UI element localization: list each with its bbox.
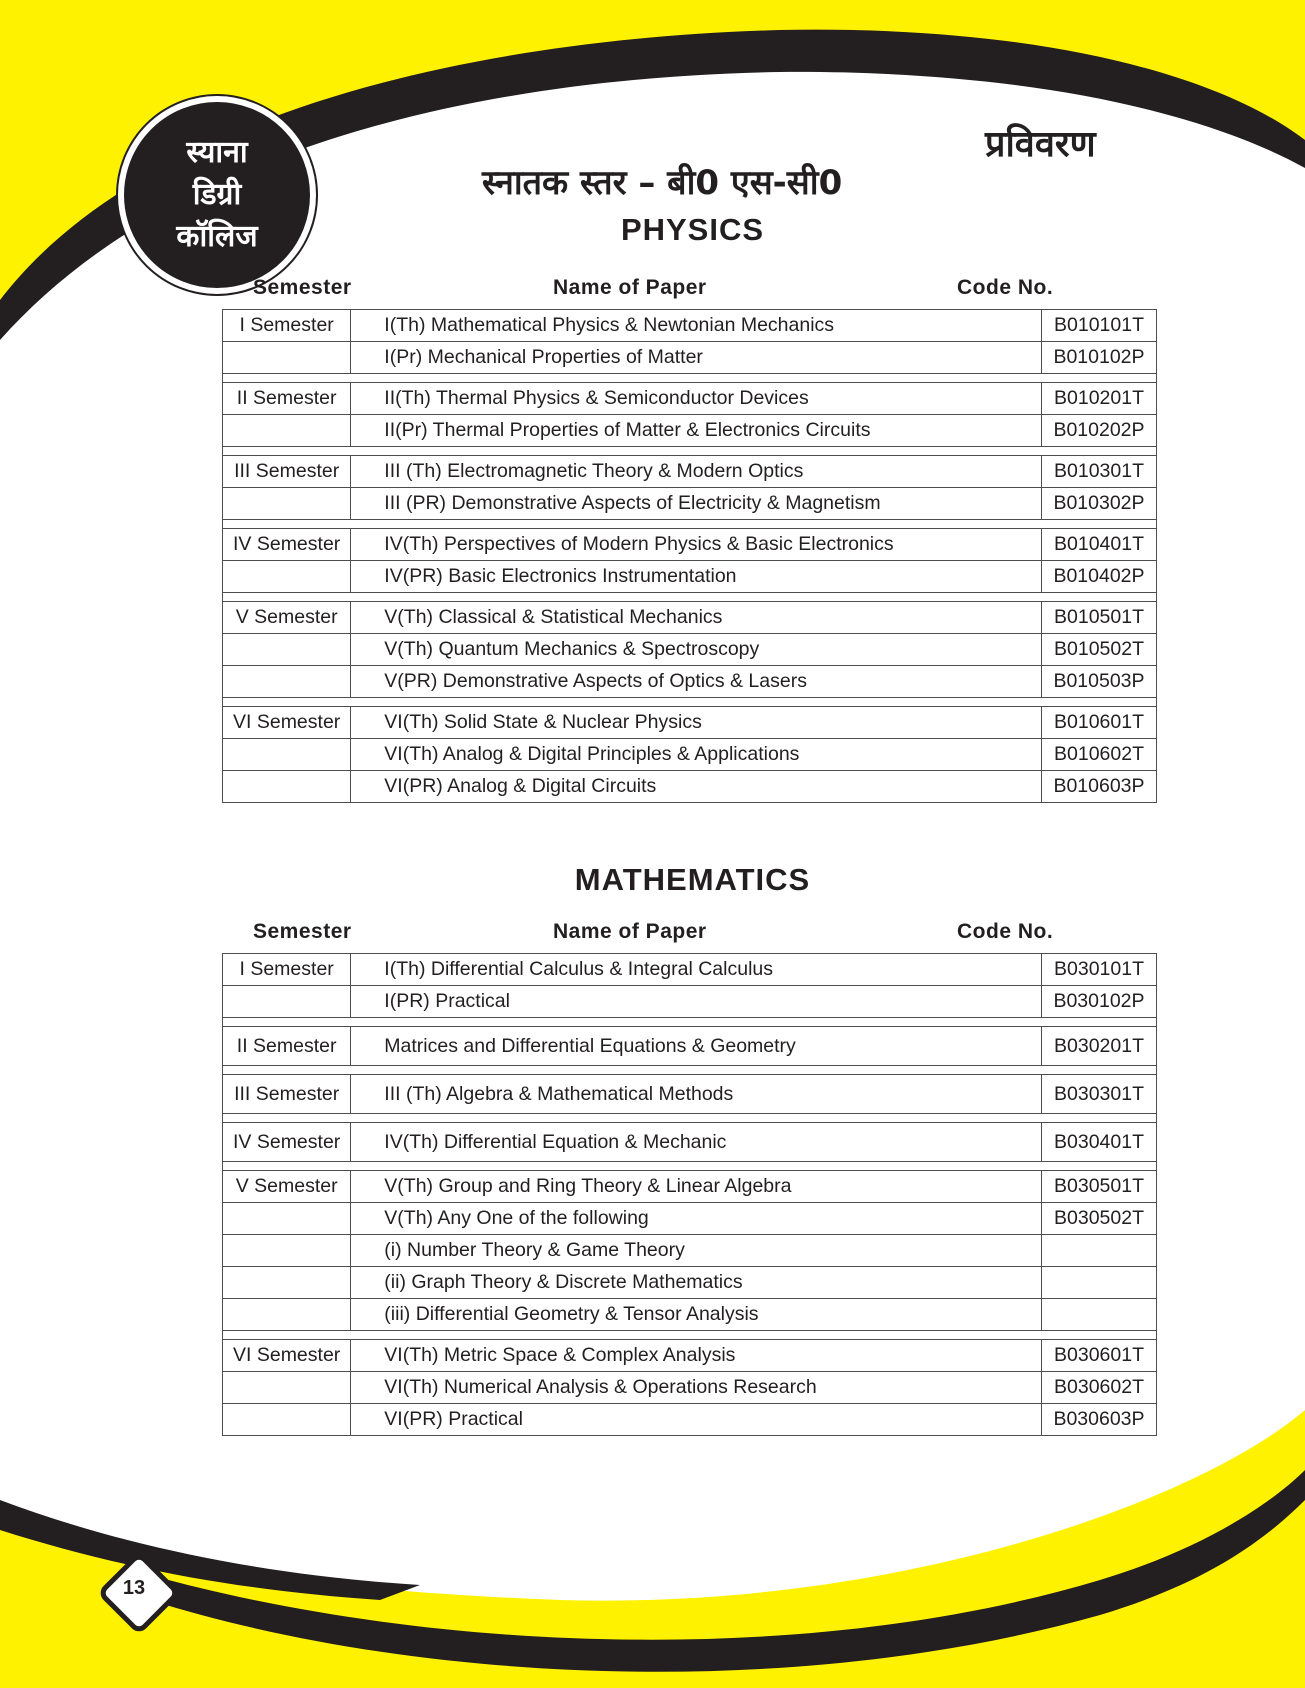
semester-cell: I Semester (223, 954, 351, 986)
semester-separator (223, 447, 1157, 456)
paper-code-cell: B010301T (1042, 456, 1157, 488)
table-row (223, 310, 1157, 342)
paper-name-cell: V(Th) Classical & Statistical Mechanics (351, 602, 1042, 634)
paper-code-cell: B010602T (1042, 739, 1157, 771)
paper-code-cell: B010601T (1042, 707, 1157, 739)
paper-code-cell (1042, 1267, 1157, 1299)
table-row (223, 561, 1157, 593)
physics-title: PHYSICS (620, 212, 765, 247)
semester-cell (223, 1267, 351, 1299)
semester-cell: III Semester (223, 1075, 351, 1114)
separator-cell (223, 447, 1157, 456)
paper-name-cell: VI(PR) Practical (351, 1404, 1042, 1436)
semester-separator (223, 1331, 1157, 1340)
semester-cell: IV Semester (223, 1123, 351, 1162)
mathematics-title: MATHEMATICS (574, 862, 811, 897)
paper-name-cell: III (PR) Demonstrative Aspects of Electricity & Magnetism (351, 488, 1042, 520)
math-semester-header: Semester (253, 920, 352, 943)
paper-code-cell: B010302P (1042, 488, 1157, 520)
semester-cell: II Semester (223, 383, 351, 415)
physics-name-header: Name of Paper (553, 276, 707, 299)
table-row (223, 1075, 1157, 1114)
paper-code-cell: B010503P (1042, 666, 1157, 698)
semester-separator (223, 698, 1157, 707)
semester-cell: VI Semester (223, 707, 351, 739)
logo-line-2: डिग्री (192, 177, 242, 212)
semester-cell: V Semester (223, 602, 351, 634)
paper-code-cell: B010603P (1042, 771, 1157, 803)
table-row (223, 456, 1157, 488)
paper-name-cell: II(Pr) Thermal Properties of Matter & Electronics Circuits (351, 415, 1042, 447)
paper-name-cell: (ii) Graph Theory & Discrete Mathematics (351, 1267, 1042, 1299)
paper-code-cell (1042, 1235, 1157, 1267)
table-row (223, 954, 1157, 986)
semester-cell (223, 666, 351, 698)
paper-name-cell: V(Th) Quantum Mechanics & Spectroscopy (351, 634, 1042, 666)
paper-name-cell: VI(Th) Numerical Analysis & Operations Research (351, 1372, 1042, 1404)
paper-code-cell: B010201T (1042, 383, 1157, 415)
logo-line-3: कॉलिज (176, 219, 258, 254)
page-title: प्रविवरण (985, 124, 1096, 165)
separator-cell (223, 1162, 1157, 1171)
math-name-header: Name of Paper (553, 920, 707, 943)
paper-name-cell: I(Th) Mathematical Physics & Newtonian Mechanics (351, 310, 1042, 342)
mathematics-syllabus-table (222, 953, 1157, 1436)
paper-name-cell: VI(Th) Metric Space & Complex Analysis (351, 1340, 1042, 1372)
separator-cell (223, 1066, 1157, 1075)
semester-cell (223, 1404, 351, 1436)
separator-cell (223, 520, 1157, 529)
paper-code-cell: B030502T (1042, 1203, 1157, 1235)
table-row (223, 529, 1157, 561)
paper-code-cell: B010402P (1042, 561, 1157, 593)
table-row (223, 342, 1157, 374)
table-row (223, 415, 1157, 447)
paper-code-cell: B030301T (1042, 1075, 1157, 1114)
paper-code-cell: B030603P (1042, 1404, 1157, 1436)
paper-name-cell: (iii) Differential Geometry & Tensor Analysis (351, 1299, 1042, 1331)
paper-name-cell: II(Th) Thermal Physics & Semiconductor Devices (351, 383, 1042, 415)
paper-code-cell: B010202P (1042, 415, 1157, 447)
physics-syllabus-table (222, 309, 1157, 803)
separator-cell (223, 698, 1157, 707)
semester-cell: III Semester (223, 456, 351, 488)
semester-separator (223, 1162, 1157, 1171)
course-title: स्नातक स्तर – बी0 एस-सी0 (482, 163, 843, 203)
paper-name-cell: VI(Th) Solid State & Nuclear Physics (351, 707, 1042, 739)
paper-name-cell: IV(PR) Basic Electronics Instrumentation (351, 561, 1042, 593)
separator-cell (223, 1018, 1157, 1027)
paper-code-cell: B010101T (1042, 310, 1157, 342)
paper-code-cell: B030201T (1042, 1027, 1157, 1066)
semester-cell (223, 561, 351, 593)
semester-cell: IV Semester (223, 529, 351, 561)
table-row (223, 666, 1157, 698)
semester-cell (223, 1372, 351, 1404)
semester-cell (223, 1235, 351, 1267)
paper-name-cell: III (Th) Electromagnetic Theory & Modern Optics (351, 456, 1042, 488)
paper-code-cell: B010501T (1042, 602, 1157, 634)
semester-cell (223, 1203, 351, 1235)
semester-cell (223, 342, 351, 374)
semester-separator (223, 520, 1157, 529)
table-row (223, 739, 1157, 771)
semester-cell: VI Semester (223, 1340, 351, 1372)
semester-cell (223, 1299, 351, 1331)
table-row (223, 383, 1157, 415)
table-row (223, 1372, 1157, 1404)
semester-cell (223, 771, 351, 803)
paper-name-cell: I(PR) Practical (351, 986, 1042, 1018)
paper-name-cell: III (Th) Algebra & Mathematical Methods (351, 1075, 1042, 1114)
paper-code-cell (1042, 1299, 1157, 1331)
paper-name-cell: VI(PR) Analog & Digital Circuits (351, 771, 1042, 803)
separator-cell (223, 374, 1157, 383)
paper-code-cell: B010102P (1042, 342, 1157, 374)
paper-name-cell: V(Th) Group and Ring Theory & Linear Algebra (351, 1171, 1042, 1203)
paper-code-cell: B030102P (1042, 986, 1157, 1018)
table-row (223, 488, 1157, 520)
paper-name-cell: V(Th) Any One of the following (351, 1203, 1042, 1235)
semester-cell: V Semester (223, 1171, 351, 1203)
table-row (223, 1267, 1157, 1299)
math-code-header: Code No. (957, 920, 1054, 943)
table-row (223, 602, 1157, 634)
table-row (223, 707, 1157, 739)
table-row (223, 1203, 1157, 1235)
page-number: 13 (122, 1577, 146, 1599)
table-row (223, 1299, 1157, 1331)
semester-separator (223, 1018, 1157, 1027)
semester-cell: II Semester (223, 1027, 351, 1066)
semester-cell (223, 415, 351, 447)
semester-cell (223, 739, 351, 771)
semester-separator (223, 1114, 1157, 1123)
table-row (223, 1235, 1157, 1267)
paper-code-cell: B010401T (1042, 529, 1157, 561)
semester-separator (223, 374, 1157, 383)
paper-code-cell: B030602T (1042, 1372, 1157, 1404)
paper-code-cell: B030401T (1042, 1123, 1157, 1162)
table-row (223, 634, 1157, 666)
table-row (223, 986, 1157, 1018)
paper-name-cell: V(PR) Demonstrative Aspects of Optics & Lasers (351, 666, 1042, 698)
table-row (223, 1340, 1157, 1372)
semester-cell (223, 986, 351, 1018)
paper-code-cell: B030101T (1042, 954, 1157, 986)
table-row (223, 1404, 1157, 1436)
separator-cell (223, 1331, 1157, 1340)
semester-cell: I Semester (223, 310, 351, 342)
separator-cell (223, 1114, 1157, 1123)
paper-name-cell: Matrices and Differential Equations & Geometry (351, 1027, 1042, 1066)
table-row (223, 771, 1157, 803)
paper-name-cell: I(Th) Differential Calculus & Integral Calculus (351, 954, 1042, 986)
physics-code-header: Code No. (957, 276, 1054, 299)
table-row (223, 1123, 1157, 1162)
semester-separator (223, 593, 1157, 602)
semester-cell (223, 488, 351, 520)
paper-name-cell: (i) Number Theory & Game Theory (351, 1235, 1042, 1267)
physics-semester-header: Semester (253, 276, 352, 299)
college-logo-badge (118, 96, 316, 294)
semester-cell (223, 634, 351, 666)
table-row (223, 1171, 1157, 1203)
table-row (223, 1027, 1157, 1066)
paper-code-cell: B010502T (1042, 634, 1157, 666)
paper-name-cell: I(Pr) Mechanical Properties of Matter (351, 342, 1042, 374)
logo-line-1: स्याना (186, 135, 248, 170)
paper-name-cell: IV(Th) Differential Equation & Mechanic (351, 1123, 1042, 1162)
semester-separator (223, 1066, 1157, 1075)
paper-code-cell: B030501T (1042, 1171, 1157, 1203)
paper-code-cell: B030601T (1042, 1340, 1157, 1372)
separator-cell (223, 593, 1157, 602)
paper-name-cell: VI(Th) Analog & Digital Principles & Applications (351, 739, 1042, 771)
paper-name-cell: IV(Th) Perspectives of Modern Physics & Basic Electronics (351, 529, 1042, 561)
